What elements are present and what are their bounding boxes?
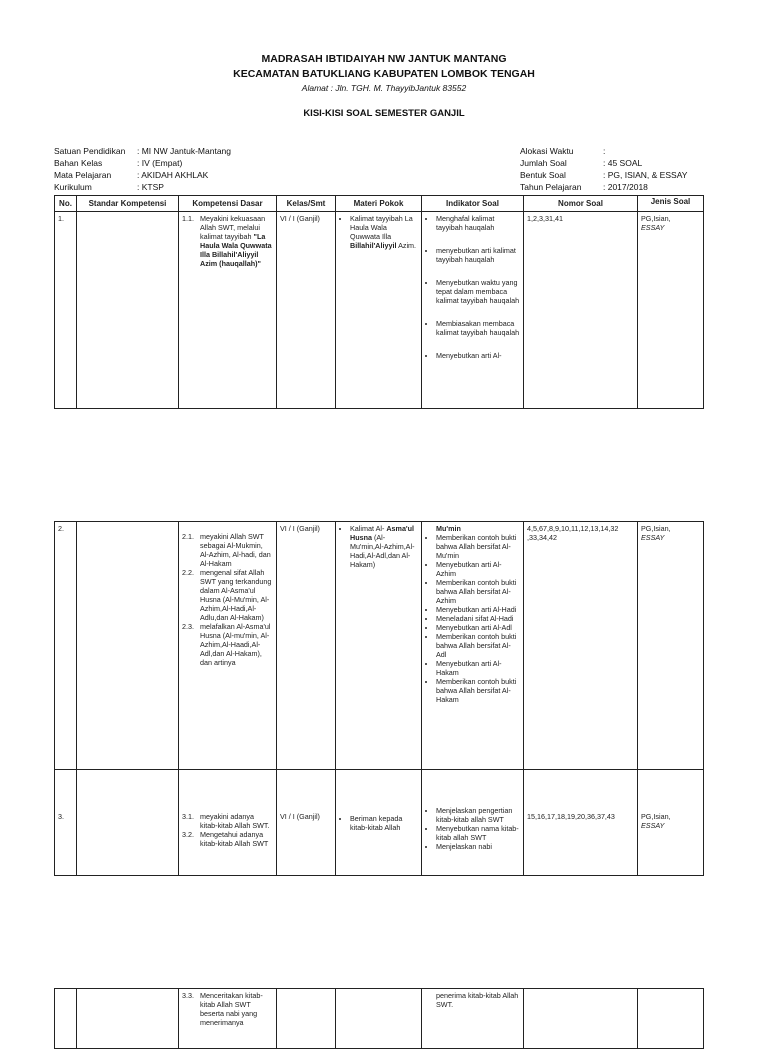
table-row xyxy=(55,770,704,876)
meta-value: : MI NW Jantuk-Mantang xyxy=(137,146,232,156)
kd-item xyxy=(182,991,273,1027)
meta-row xyxy=(520,157,687,169)
kd-item xyxy=(182,812,273,830)
row-kelas: VI / I (Ganjil) xyxy=(277,212,336,409)
row-nomor: 15,16,17,18,19,20,36,37,43 xyxy=(524,770,638,876)
kd-item xyxy=(182,568,273,622)
row-standar xyxy=(77,522,179,770)
table-header-row xyxy=(55,196,704,212)
col-header-materi: Materi Pokok xyxy=(336,196,422,212)
meta-row xyxy=(520,145,687,157)
kd-item xyxy=(182,830,273,848)
indikator-item: • Membiasakan membaca kalimat tayyibah hauqalah xyxy=(436,319,520,337)
materi-list xyxy=(339,214,418,250)
row-indikator: penerima kitab-kitab Allah SWT. xyxy=(422,989,524,1049)
row-kelas: VI / I (Ganjil) xyxy=(277,522,336,770)
table-row xyxy=(55,989,704,1049)
school-name: MADRASAH IBTIDAIYAH NW JANTUK MANTANG xyxy=(261,53,507,65)
col-header-jenis: Jenis Soal xyxy=(638,196,704,212)
kd-item xyxy=(182,532,273,568)
indikator-item: • Menyebutkan arti Al- xyxy=(436,351,520,360)
kd-num: 1.1. xyxy=(182,214,194,223)
row-kelas xyxy=(277,989,336,1049)
row-kelas: VI / I (Ganjil) xyxy=(277,770,336,876)
kd-text: mengenal sifat Allah SWT yang terkandung dalam Al-Asma'ul Husna (Al-Mu'min, Al-Azhim,Al-Hadi,Al-Adlu,dan Al-Hakam) xyxy=(200,568,272,622)
row-indikator xyxy=(422,522,524,770)
kd-text: Menceritakan kitab-kitab Allah SWT beserta nabi yang menerimanya xyxy=(200,991,263,1027)
row-nomor: 1,2,3,31,41 xyxy=(524,212,638,409)
meta-row xyxy=(54,157,231,169)
indikator-item: • Memberikan contoh bukti bahwa Allah bersifat Al-Mu'min xyxy=(436,533,520,560)
meta-right xyxy=(520,145,687,193)
meta-value: : xyxy=(603,146,606,156)
school-address: Alamat : Jln. TGH. M. ThayyibJantuk 83552 xyxy=(301,83,467,93)
jenis-essay: ESSAY xyxy=(641,223,665,232)
row-jenis xyxy=(638,522,704,770)
meta-label: Satuan Pendidikan xyxy=(54,146,126,156)
jenis-essay: ESSAY xyxy=(641,821,665,830)
materi-bold: Asma'ul Husna xyxy=(350,524,415,542)
indikator-item: • Menjelaskan nabi xyxy=(436,842,520,851)
indikator-item: • menyebutkan arti kalimat tayyibah hauqalah xyxy=(436,246,520,264)
meta-label: Bentuk Soal xyxy=(520,170,566,180)
indikator-item: • Memberikan contoh bukti bahwa Allah bersifat Al-Azhim xyxy=(436,578,520,605)
row-no: 3. xyxy=(55,770,77,876)
kd-text: meyakini Allah SWT sebagai Al-Mukmin, Al-Azhim, Al-hadi, dan Al-Hakam xyxy=(200,532,271,568)
materi-tail: Azim. xyxy=(398,241,417,250)
indikator-item: • Memberikan contoh bukti bahwa Allah bersifat Al-Hakam xyxy=(436,677,520,704)
row-kd xyxy=(179,770,277,876)
meta-value: : AKIDAH AKHLAK xyxy=(137,170,209,180)
table-row xyxy=(55,522,704,770)
row-kd xyxy=(179,212,277,409)
meta-row xyxy=(54,145,231,157)
kd-text: melafalkan Al-Asma'ul Husna (Al-mu'min, Al-Azhim,Al-Haadi,Al-Adl,dan Al-Hakam), dan artinya xyxy=(200,622,271,667)
table-row xyxy=(55,212,704,409)
kd-text-bold: "La Haula Wala Quwwata Illa Billahil'Aliyyil Azim (hauqallah)" xyxy=(200,232,272,268)
row-materi xyxy=(336,212,422,409)
row-jenis xyxy=(638,770,704,876)
meta-row xyxy=(54,169,231,181)
kd-num: 2.2. xyxy=(182,568,194,577)
row-jenis xyxy=(638,989,704,1049)
materi-bold: Billahil'Aliyyil xyxy=(350,241,397,250)
row-kd xyxy=(179,522,277,770)
indikator-item: • Menghafal kalimat tayyibah hauqalah xyxy=(436,214,520,232)
meta-label: Bahan Kelas xyxy=(54,158,103,168)
meta-label: Jumlah Soal xyxy=(520,158,567,168)
kd-text xyxy=(200,214,273,268)
row-materi xyxy=(336,989,422,1049)
meta-value: : KTSP xyxy=(137,182,164,192)
kd-text: meyakini adanya kitab-kitab Allah SWT. xyxy=(200,812,270,830)
row-kd xyxy=(179,989,277,1049)
meta-row xyxy=(54,181,231,193)
meta-left xyxy=(54,145,231,193)
row-no: 1. xyxy=(55,212,77,409)
row-no: 2. xyxy=(55,522,77,770)
meta-value: : 45 SOAL xyxy=(603,158,643,168)
kd-num: 3.2. xyxy=(182,830,194,839)
document-title: KISI-KISI SOAL SEMESTER GANJIL xyxy=(303,108,465,119)
indikator-item: • Menyebutkan arti Al-Hakam xyxy=(436,659,520,677)
indikator-list xyxy=(425,533,520,704)
materi-item xyxy=(350,524,418,569)
kd-item xyxy=(182,622,273,667)
col-header-indikator: Indikator Soal xyxy=(422,196,524,212)
indikator-item: • Menyebutkan waktu yang tepat dalam membaca kalimat tayyibah hauqalah xyxy=(436,278,520,305)
row-indikator xyxy=(422,770,524,876)
col-header-kelas: Kelas/Smt xyxy=(277,196,336,212)
indikator-item: • Memberikan contoh bukti bahwa Allah bersifat Al-Adl xyxy=(436,632,520,659)
row-standar xyxy=(77,989,179,1049)
row-standar xyxy=(77,770,179,876)
kisi-kisi-table-page2 xyxy=(54,521,704,876)
row-nomor: 4,5,67,8,9,10,11,12,13,14,32 ,33,34,42 xyxy=(524,522,638,770)
row-indikator xyxy=(422,212,524,409)
materi-text: Kalimat Al- xyxy=(350,524,385,533)
indikator-list xyxy=(425,214,520,360)
col-header-no: No. xyxy=(55,196,77,212)
jenis-text: PG,Isian, xyxy=(641,812,671,821)
kisi-kisi-table-page1 xyxy=(54,195,704,409)
col-header-kd: Kompetensi Dasar xyxy=(179,196,277,212)
jenis-text: PG,Isian, xyxy=(641,214,671,223)
row-jenis xyxy=(638,212,704,409)
row-materi xyxy=(336,770,422,876)
meta-label: Kurikulum xyxy=(54,182,92,192)
materi-list xyxy=(339,524,418,569)
indikator-item: • Menyebutkan arti Al-Hadi xyxy=(436,605,520,614)
meta-value: : PG, ISIAN, & ESSAY xyxy=(603,170,688,180)
school-header xyxy=(0,52,768,95)
kd-num: 2.3. xyxy=(182,622,194,631)
indikator-item: • Menjelaskan pengertian kitab-kitab allah SWT xyxy=(436,806,520,824)
col-header-nomor: Nomor Soal xyxy=(524,196,638,212)
row-no xyxy=(55,989,77,1049)
meta-label: Mata Pelajaran xyxy=(54,170,112,180)
meta-label: Tahun Pelajaran xyxy=(520,182,582,192)
materi-item xyxy=(350,214,418,250)
meta-value: : IV (Empat) xyxy=(137,158,183,168)
indikator-item: • Meneladani sifat Al-Hadi xyxy=(436,614,520,623)
kd-item xyxy=(182,214,273,268)
kd-text-plain: Meyakini kekuasaan Allah SWT, melalui kalimat tayyibah xyxy=(200,214,266,241)
row-materi xyxy=(336,522,422,770)
school-district: KECAMATAN BATUKLIANG KABUPATEN LOMBOK TENGAH xyxy=(233,68,535,80)
jenis-text: PG,Isian, xyxy=(641,524,671,533)
row-standar xyxy=(77,212,179,409)
meta-value: : 2017/2018 xyxy=(603,182,648,192)
meta-row xyxy=(520,181,687,193)
indikator-list xyxy=(425,806,520,851)
kd-text: Mengetahui adanya kitab-kitab Allah SWT xyxy=(200,830,269,848)
meta-label: Alokasi Waktu xyxy=(520,146,574,156)
materi-item: • Beriman kepada kitab-kitab Allah xyxy=(350,814,418,832)
indikator-head: Mu'min xyxy=(436,524,461,533)
meta-row xyxy=(520,169,687,181)
indikator-item: • Menyebutkan arti Al-Adl xyxy=(436,623,520,632)
row-nomor xyxy=(524,989,638,1049)
indikator-item: • Menyebutkan nama kitab-kitab allah SWT xyxy=(436,824,520,842)
kd-num: 3.3. xyxy=(182,991,194,1000)
kd-num: 3.1. xyxy=(182,812,194,821)
materi-list xyxy=(339,814,418,832)
jenis-essay: ESSAY xyxy=(641,533,665,542)
kisi-kisi-table-page3 xyxy=(54,988,704,1049)
indikator-item: • Menyebutkan arti Al-Azhim xyxy=(436,560,520,578)
materi-tail: (Al-Mu'min,Al-Azhim,Al-Hadi,Al-Adl,dan Al-Hakam) xyxy=(350,533,415,569)
kd-num: 2.1. xyxy=(182,532,194,541)
col-header-standar: Standar Kompetensi xyxy=(77,196,179,212)
materi-text: Kalimat tayyibah La Haula Wala Quwwata Illa xyxy=(350,214,413,241)
